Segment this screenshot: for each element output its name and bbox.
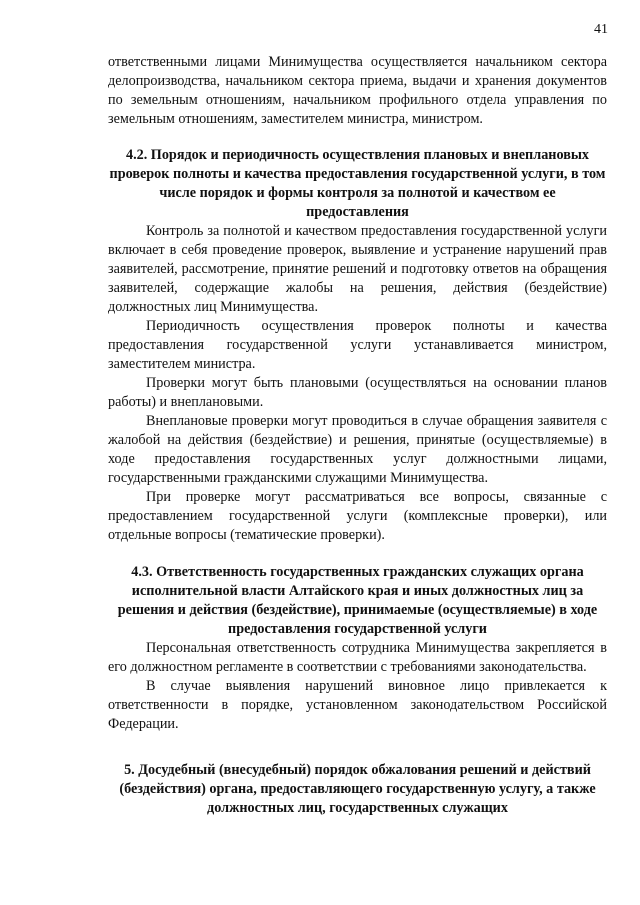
intro-paragraph: ответственными лицами Минимущества осуществляется начальником сектора делопроизводства, начальником сектора приема, выдачи и хранения документов по земельным отношениям, начальником профильного отдела управления по земельным отношениям, заместителем министра, министром. <box>108 54 607 127</box>
page-number: 41 <box>594 22 608 37</box>
section-5-heading: 5. Досудебный (внесудебный) порядок обжалования решений и действий (бездействия) органа, предоставляющего государственную услугу, а также должностных лиц, государственных служащих <box>119 762 596 816</box>
section-4-2-paragraph-4: Внеплановые проверки могут проводиться в случае обращения заявителя с жалобой на действия (бездействие) и решения, принятые (осуществляемые) в ходе предоставления государственных услуг должностными лицами, государственными гражданскими служащими Минимущества. <box>108 413 607 486</box>
section-4-2-paragraph-1: Контроль за полнотой и качеством предоставления государственной услуги включает в себя проведение проверок, выявление и устранение нарушений прав заявителей, рассмотрение, принятие решений и подготовку ответов на обращения заявителей, содержащие жалобы на решения, действия (бездействие) должностных лиц Минимущества. <box>108 223 607 315</box>
section-4-3-paragraph-2: В случае выявления нарушений виновное лицо привлекается к ответственности в порядке, установленном законодательством Российской Федерации. <box>108 678 607 732</box>
section-4-3-paragraph-1: Персональная ответственность сотрудника Минимущества закрепляется в его должностном регламенте в соответствии с требованиями законодательства. <box>108 640 607 675</box>
section-4-2-paragraph-2: Периодичность осуществления проверок полноты и качества предоставления государственной услуги устанавливается министром, заместителем министра. <box>108 318 607 372</box>
section-4-2-paragraph-5: При проверке могут рассматриваться все вопросы, связанные с предоставлением государственной услуги (комплексные проверки), или отдельные вопросы (тематические проверки). <box>108 489 607 543</box>
section-4-3-heading: 4.3. Ответственность государственных гражданских служащих органа исполнительной власти Алтайского края и иных должностных лиц за решения и действия (бездействие), принимаемые (осуществляемые) в ходе предоставления государственной услуги <box>117 564 598 637</box>
section-4-2-heading: 4.2. Порядок и периодичность осуществления плановых и внеплановых проверок полноты и качества предоставления государственной услуги, в том числе порядок и формы контроля за полнотой и качеством ее предоставления <box>109 147 606 220</box>
section-4-2-paragraph-3: Проверки могут быть плановыми (осуществляться на основании планов работы) и внеплановыми. <box>108 375 607 410</box>
page-content <box>108 53 607 818</box>
